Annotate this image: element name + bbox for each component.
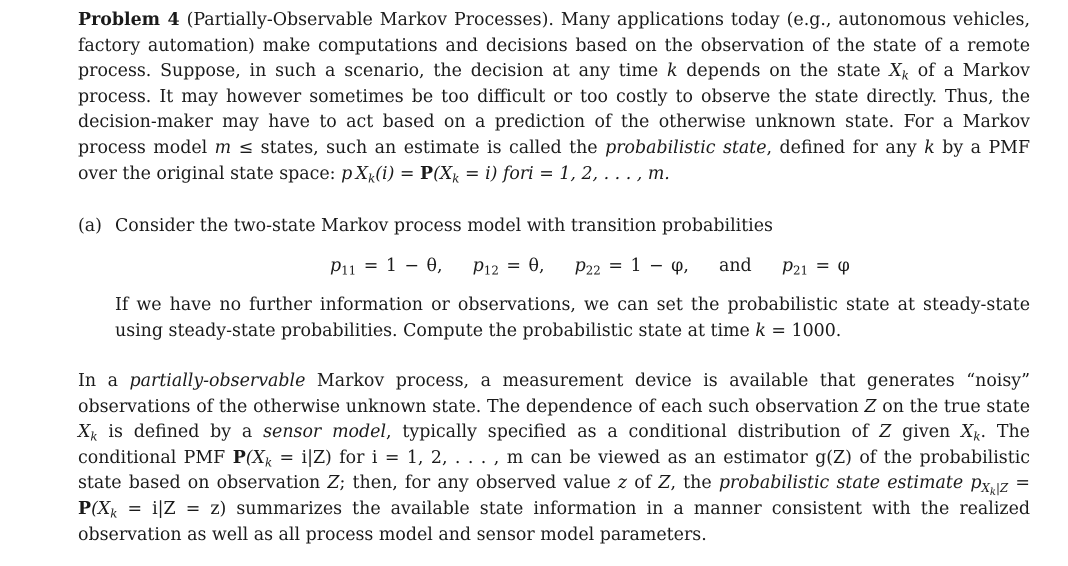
closing-t16: = i|Z = z) summarizes the available state information in a manner consistent with the realized observation as well as all process model and sensor model parameters. xyxy=(78,498,1030,545)
pmf-tail: (X xyxy=(433,163,453,184)
pmf-tail-sub: k xyxy=(452,170,460,185)
var-k: k xyxy=(666,61,678,82)
closing-t5: , typically specified as a conditional distribution of xyxy=(386,422,880,443)
closing-t7: . The conditional PMF xyxy=(78,422,1030,468)
var-P-2: P xyxy=(78,498,92,519)
part-a-var-k: k xyxy=(755,320,766,341)
problem-statement xyxy=(78,8,1030,187)
eq-p-21: p xyxy=(781,256,793,276)
var-Xk-2: X xyxy=(960,422,974,443)
term-sensor-model: sensor model xyxy=(263,422,387,443)
eq-and: and xyxy=(718,256,752,276)
var-Xk-2-sub: k xyxy=(973,429,981,444)
eq-sub-21: 21 xyxy=(792,263,809,278)
var-Xk: X xyxy=(78,422,91,443)
part-a-body-end: = 1000. xyxy=(765,320,842,341)
part-a-body xyxy=(115,293,1030,344)
problem-subject: (Partially-Observable Markov Processes). xyxy=(186,10,554,30)
eq-sub-22: 22 xyxy=(585,263,601,278)
term-probabilistic-state-estimate: probabilistic state estimate xyxy=(718,473,964,494)
var-Z: Z xyxy=(864,396,877,417)
eq-sub-11: 11 xyxy=(341,263,357,278)
part-a-label: (a) xyxy=(78,216,102,236)
transition-equations xyxy=(330,254,850,280)
var-Z-3: Z xyxy=(327,473,340,494)
eq-p-12: p xyxy=(472,256,484,276)
closing-t15: (X xyxy=(91,498,111,519)
eq-rhs-22: = 1 − φ, xyxy=(600,256,689,276)
term-probabilistic-state: probabilistic state xyxy=(605,137,767,158)
closing-t4: is defined by a xyxy=(97,422,264,443)
eq-sub-12: 12 xyxy=(483,263,499,278)
closing-t14: = xyxy=(1008,473,1030,494)
term-partially-observable: partially-observable xyxy=(129,371,306,391)
intro-text-1: Many applications today (e.g., autonomous vehicles, factory automation) make computations and decisions based on the observation of the state of a remote process. Suppose, in such a scenario, the decision at any time xyxy=(78,10,1030,82)
problem-title: Problem 4 xyxy=(78,10,180,30)
var-Z-2: Z xyxy=(879,422,892,443)
eq-p: p xyxy=(330,256,342,276)
pmf-sub: k xyxy=(368,170,376,185)
eq-rhs-11: = 1 − θ, xyxy=(356,256,443,276)
part-a-lead: Consider the two-state Markov process model with transition probabilities xyxy=(115,216,773,236)
var-m: m xyxy=(214,137,232,158)
closing-t8: (X xyxy=(245,447,265,468)
var-Xk-sub: k xyxy=(90,429,98,444)
closing-paragraph xyxy=(78,369,1030,548)
pmf-rest: (i) = xyxy=(375,163,421,184)
var-Z-4: Z xyxy=(658,473,671,494)
eq-p-22: p xyxy=(574,256,586,276)
var-X: X xyxy=(889,61,902,82)
closing-t6: given xyxy=(891,422,961,443)
var-k-2: k xyxy=(924,137,935,158)
closing-t11: of xyxy=(627,473,659,494)
var-P: P xyxy=(232,447,246,468)
eq-rhs-12: = θ, xyxy=(498,256,545,276)
closing-t15-sub: k xyxy=(110,506,118,521)
closing-t1: In a xyxy=(78,371,130,391)
closing-t3: on the true state xyxy=(876,396,1030,417)
pmf-p: p X xyxy=(341,163,369,184)
pmf-P: P xyxy=(420,163,434,184)
intro-text-6: by a PMF over the original state space: xyxy=(78,137,1031,184)
sub-k: k xyxy=(901,68,909,83)
part-a-body-text: If we have no further information or observations, we can set the probabilistic state at steady-state using steady-state probabilities. Compute the probabilistic state at time xyxy=(115,295,1030,341)
closing-t8-sub: k xyxy=(264,455,273,470)
intro-text-2: depends on the state xyxy=(677,61,890,82)
var-z-lower: z xyxy=(617,473,628,494)
estimate-p: p xyxy=(963,473,982,494)
intro-text-4: ≤ states, such an estimate is called the xyxy=(231,137,606,158)
closing-t10: ; then, for any observed value xyxy=(339,473,618,494)
estimate-sub: Xk|Z xyxy=(981,480,1009,498)
intro-text-3: of a Markov process. It may however sometimes be too difficult or too costly to observe the state directly. Thus, the decision-maker may have to act based on a prediction of the otherwise unknown state. For a Markov process model xyxy=(78,61,1030,158)
eq-rhs-21: = φ xyxy=(808,256,850,276)
closing-t9: = i|Z) for i = 1, 2, . . . , m can be viewed as an estimator g(Z) of the probabilistic state based on observation xyxy=(78,447,1031,494)
intro-text-5: , defined for any xyxy=(766,137,925,158)
pmf-end: = i) fori = 1, 2, . . . , m. xyxy=(459,163,670,184)
closing-t2: Markov process, a measurement device is available that generates “noisy” observations of the otherwise unknown state. The dependence of each such observation xyxy=(78,371,1030,417)
closing-t12: , the xyxy=(670,473,719,494)
